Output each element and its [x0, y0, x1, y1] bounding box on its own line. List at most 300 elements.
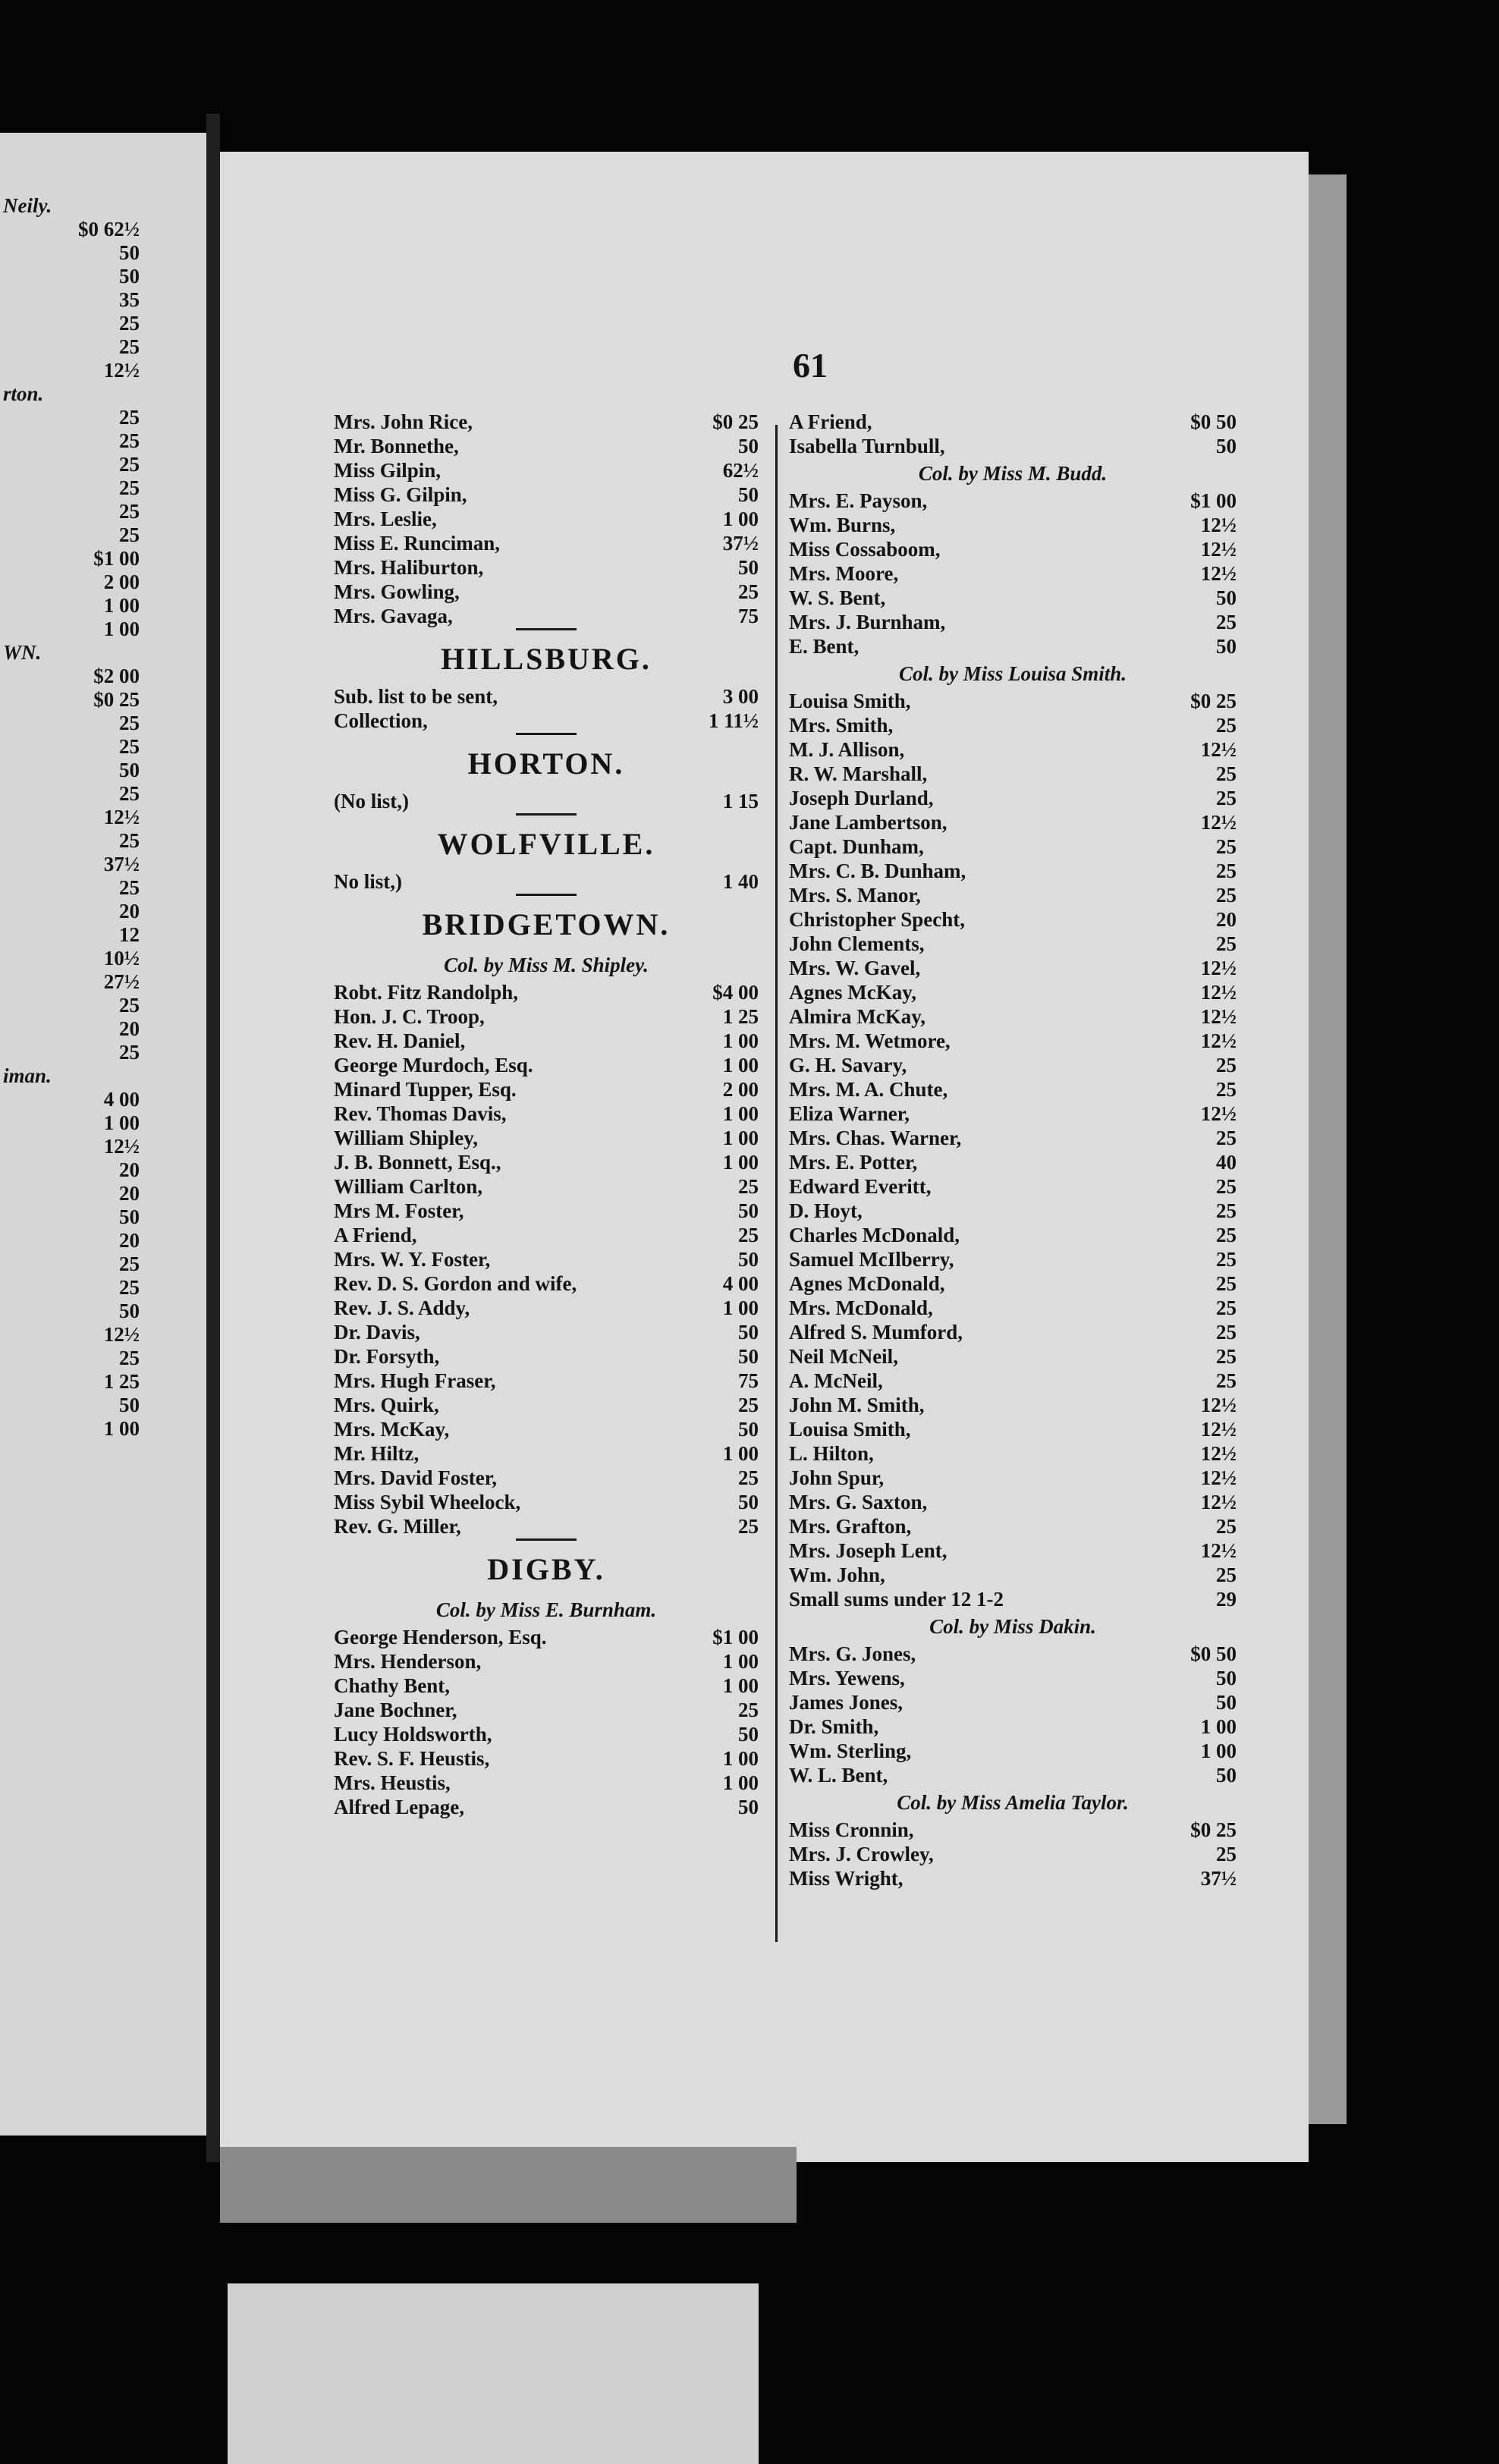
entry-name: William Shipley, [334, 1127, 479, 1149]
list-entry [789, 834, 1237, 859]
fragment-line [0, 1205, 206, 1229]
entry-amount: 25 [1216, 1248, 1237, 1271]
list-entry [789, 513, 1237, 537]
list-entry [789, 1642, 1237, 1666]
fragment-amount: 25 [119, 523, 140, 546]
list-entry [334, 1746, 759, 1771]
fragment-line [0, 217, 206, 241]
entry-name: Rev. G. Miller, [334, 1515, 461, 1538]
list-entry [789, 980, 1237, 1004]
list-entry [789, 1004, 1237, 1029]
fragment-amount: 25 [119, 1347, 140, 1369]
entry-amount: 3 00 [722, 685, 759, 708]
list-entry [789, 1538, 1237, 1563]
fragment-line [0, 1017, 206, 1041]
entry-amount: 12½ [1200, 1491, 1237, 1513]
list-entry [789, 1417, 1237, 1441]
entry-amount: 1 00 [722, 1054, 759, 1076]
entry-amount: 1 00 [722, 1674, 759, 1697]
list-entry [789, 1223, 1237, 1247]
list-entry [334, 1674, 759, 1698]
list-entry [334, 1625, 759, 1649]
entry-amount: 25 [738, 1175, 759, 1198]
list-entry [789, 1199, 1237, 1223]
entry-name: Eliza Warner, [789, 1102, 910, 1125]
collector-line: Col. by Miss Dakin. [929, 1615, 1096, 1638]
entry-name: Wm. Burns, [789, 514, 896, 536]
entry-amount: 1 11½ [708, 709, 759, 732]
fragment-line [0, 664, 206, 688]
entry-amount: 25 [1216, 1054, 1237, 1076]
list-entry [334, 555, 759, 580]
fragment-amount: $0 62½ [78, 218, 140, 240]
fragment-line [0, 1346, 206, 1370]
list-entry [789, 1174, 1237, 1199]
entry-name: Wm. Sterling, [789, 1740, 912, 1762]
list-entry [334, 1029, 759, 1053]
list-entry [789, 1102, 1237, 1126]
left-column [334, 410, 759, 1819]
fragment-amount: 20 [119, 900, 140, 922]
entry-amount: 50 [1216, 1691, 1237, 1714]
entry-name: Jane Lambertson, [789, 811, 947, 834]
entry-amount: 25 [1216, 932, 1237, 955]
fragment-line [0, 828, 206, 853]
list-entry [334, 1174, 759, 1199]
entry-name: Mrs. Smith, [789, 714, 894, 737]
entry-amount: $0 25 [1190, 690, 1237, 712]
list-entry [334, 1271, 759, 1296]
list-entry [789, 1247, 1237, 1271]
list-entry [334, 1771, 759, 1795]
list-entry [334, 434, 759, 458]
list-entry [789, 1150, 1237, 1174]
list-entry [334, 507, 759, 531]
entry-name: Dr. Smith, [789, 1715, 879, 1738]
list-entry [334, 580, 759, 604]
entry-amount: 50 [738, 1796, 759, 1818]
collector-line: Col. by Miss Louisa Smith. [898, 662, 1127, 685]
fragment-amount: 25 [119, 712, 140, 734]
entry-amount: 25 [738, 1466, 759, 1489]
entry-name: Miss Wright, [789, 1867, 903, 1890]
entry-name: Sub. list to be sent, [334, 685, 498, 708]
list-entry [789, 1271, 1237, 1296]
entry-amount: 25 [1216, 1843, 1237, 1865]
collector-line: Col. by Miss E. Burnham. [435, 1598, 657, 1621]
list-entry [334, 684, 759, 709]
list-entry [789, 434, 1237, 458]
entry-name: John M. Smith, [789, 1394, 925, 1416]
entry-name: Mrs. Gavaga, [334, 605, 453, 627]
list-entry [334, 1417, 759, 1441]
list-entry [789, 1126, 1237, 1150]
entry-amount: 25 [1216, 884, 1237, 907]
entry-amount: 50 [738, 1345, 759, 1368]
entry-amount: 1 25 [722, 1005, 759, 1028]
top-list [334, 410, 759, 628]
list-entry [334, 1466, 759, 1490]
entry-amount: 25 [1216, 1345, 1237, 1368]
fragment-amount: 12 [119, 923, 140, 946]
entry-name: Wm. John, [789, 1564, 885, 1586]
entry-amount: 25 [738, 1224, 759, 1246]
fragment-amount: 25 [119, 782, 140, 805]
entry-name: Mrs. Yewens, [789, 1667, 905, 1689]
list-entry [789, 1320, 1237, 1344]
section-heading: HORTON. [467, 746, 625, 781]
fragment-line [0, 1322, 206, 1347]
fragment-amount: 50 [119, 265, 140, 288]
entry-name: Mrs. Leslie, [334, 508, 437, 530]
fragment-amount: $1 00 [93, 547, 140, 570]
fragment-line [0, 687, 206, 712]
list-entry [789, 1563, 1237, 1587]
fragment-amount: 25 [119, 406, 140, 429]
entry-name: Mrs M. Foster, [334, 1199, 464, 1222]
entry-amount: 37½ [1200, 1867, 1237, 1890]
entry-amount: 50 [738, 1418, 759, 1441]
entry-amount: 25 [1216, 1564, 1237, 1586]
entry-name: Miss E. Runciman, [334, 532, 501, 555]
list-entry [334, 1150, 759, 1174]
list-entry [789, 786, 1237, 810]
entry-name: Small sums under 12 1-2 [789, 1588, 1004, 1611]
collector-line: Col. by Miss M. Shipley. [444, 954, 649, 976]
entry-name: Capt. Dunham, [789, 835, 924, 858]
entry-amount: 12½ [1200, 514, 1237, 536]
section-digby [334, 1538, 759, 1595]
fragment-amount: 1 00 [103, 1111, 140, 1134]
fragment-line [0, 523, 206, 547]
entry-amount: 12½ [1200, 1102, 1237, 1125]
fragment-line [0, 1252, 206, 1276]
section-heading: BRIDGETOWN. [422, 907, 671, 941]
fragment-line [0, 1040, 206, 1064]
entry-name: Mrs. Quirk, [334, 1394, 439, 1416]
entry-amount: 1 00 [722, 1029, 759, 1052]
entry-amount: 1 00 [722, 1102, 759, 1125]
list-entry [789, 610, 1237, 634]
entry-amount: 25 [1216, 1078, 1237, 1101]
dakin-list [789, 1642, 1237, 1787]
list-entry [789, 859, 1237, 883]
bottom-slip [228, 2283, 759, 2464]
fragment-line [0, 1064, 206, 1088]
fragment-amount: 25 [119, 1276, 140, 1299]
list-entry [334, 1490, 759, 1514]
fragment-amount: 4 00 [103, 1088, 140, 1111]
fragment-line [0, 711, 206, 735]
fragment-amount: 12½ [103, 806, 140, 828]
horton-list [334, 789, 759, 813]
entry-name: R. W. Marshall, [789, 762, 928, 785]
entry-name: (No list,) [334, 790, 409, 812]
entry-name: Mrs. David Foster, [334, 1466, 497, 1489]
fragment-line [0, 264, 206, 288]
fragment-line [0, 452, 206, 476]
entry-amount: 1 00 [1200, 1740, 1237, 1762]
fragment-amount: 1 25 [103, 1370, 140, 1393]
entry-amount: 50 [738, 556, 759, 579]
list-entry [789, 586, 1237, 610]
fragment-text: WN. [3, 641, 42, 664]
entry-amount: 50 [1216, 435, 1237, 457]
fragment-line [0, 335, 206, 359]
fragment-line [0, 1275, 206, 1300]
entry-amount: 12½ [1200, 1418, 1237, 1441]
entry-amount: 25 [738, 1515, 759, 1538]
entry-name: Mr. Bonnethe, [334, 435, 459, 457]
entry-amount: 50 [1216, 635, 1237, 658]
list-entry [334, 604, 759, 628]
fragment-line [0, 1416, 206, 1441]
column-divider [775, 425, 778, 1942]
entry-name: Neil McNeil, [789, 1345, 898, 1368]
fragment-amount: 12½ [103, 1323, 140, 1346]
entry-name: E. Bent, [789, 635, 859, 658]
entry-amount: 25 [1216, 1272, 1237, 1295]
entry-amount: 25 [1216, 1515, 1237, 1538]
entry-name: Robt. Fitz Randolph, [334, 981, 519, 1004]
list-entry [789, 762, 1237, 786]
entry-amount: 40 [1216, 1151, 1237, 1174]
list-entry [789, 713, 1237, 737]
fragment-line [0, 476, 206, 500]
fragment-amount: 25 [119, 735, 140, 758]
fragment-line [0, 852, 206, 876]
entry-name: Chathy Bent, [334, 1674, 451, 1697]
fragment-line [0, 288, 206, 312]
fragment-line [0, 593, 206, 618]
entry-amount: 50 [1216, 586, 1237, 609]
fragment-amount: 50 [119, 759, 140, 781]
fragment-line [0, 1228, 206, 1252]
fragment-line [0, 734, 206, 759]
entry-amount: 1 00 [722, 508, 759, 530]
entry-name: No list,) [334, 870, 402, 893]
entry-amount: 25 [738, 580, 759, 603]
fragment-line [0, 499, 206, 523]
entry-amount: 1 00 [722, 1296, 759, 1319]
entry-name: Mrs. McKay, [334, 1418, 450, 1441]
fragment-amount: 25 [119, 1252, 140, 1275]
fragment-amount: 1 00 [103, 618, 140, 640]
fragment-amount: 12½ [103, 1135, 140, 1158]
entry-amount: 1 00 [722, 1771, 759, 1794]
entry-amount: 50 [738, 1199, 759, 1222]
list-entry [334, 1393, 759, 1417]
bottom-tab [220, 2147, 797, 2223]
fragment-line [0, 1393, 206, 1417]
fragment-amount: 50 [119, 241, 140, 264]
entry-amount: 50 [738, 1321, 759, 1344]
fragment-amount: 35 [119, 288, 140, 311]
fragment-text: rton. [3, 382, 44, 405]
section-hillsburg [334, 628, 759, 684]
section-horton [334, 733, 759, 789]
list-entry [789, 489, 1237, 513]
fragment-amount: 25 [119, 335, 140, 358]
fragment-line [0, 758, 206, 782]
fragment-line [0, 405, 206, 429]
entry-name: Collection, [334, 709, 428, 732]
entry-name: Isabella Turnbull, [789, 435, 945, 457]
list-entry [334, 482, 759, 507]
list-entry [334, 1344, 759, 1369]
page-edge [1309, 174, 1347, 2124]
entry-amount: 50 [738, 483, 759, 506]
entry-amount: 75 [738, 605, 759, 627]
entry-name: Mrs. G. Jones, [789, 1642, 916, 1665]
entry-amount: 25 [1216, 611, 1237, 633]
section-bridgetown [334, 894, 759, 950]
fragment-line [0, 617, 206, 641]
list-entry [789, 810, 1237, 834]
entry-name: Charles McDonald, [789, 1224, 960, 1246]
list-entry [334, 789, 759, 813]
fragment-line [0, 640, 206, 665]
list-entry [334, 1102, 759, 1126]
entry-name: M. J. Allison, [789, 738, 905, 761]
fragment-line [0, 311, 206, 335]
fragment-amount: 25 [119, 994, 140, 1017]
entry-name: Jane Bochner, [334, 1699, 457, 1721]
entry-amount: 25 [1216, 1175, 1237, 1198]
entry-name: Edward Everitt, [789, 1175, 932, 1198]
list-entry [789, 907, 1237, 932]
entry-name: Mrs. Chas. Warner, [789, 1127, 962, 1149]
list-entry [334, 1223, 759, 1247]
entry-name: A Friend, [789, 410, 872, 433]
fragment-amount: 20 [119, 1182, 140, 1205]
entry-amount: 12½ [1200, 738, 1237, 761]
fragment-amount: 27½ [103, 970, 140, 993]
entry-name: Alfred S. Mumford, [789, 1321, 963, 1344]
entry-amount: 25 [1216, 787, 1237, 809]
fragment-amount: $0 25 [93, 688, 140, 711]
entry-name: L. Hilton, [789, 1442, 874, 1465]
list-entry [789, 410, 1237, 434]
entry-amount: 12½ [1200, 811, 1237, 834]
fragment-amount: 25 [119, 500, 140, 523]
list-entry [789, 1296, 1237, 1320]
entry-amount: 12½ [1200, 1466, 1237, 1489]
entry-name: J. B. Bonnett, Esq., [334, 1151, 501, 1174]
entry-name: W. S. Bent, [789, 586, 886, 609]
list-entry [789, 537, 1237, 561]
fragment-amount: 20 [119, 1158, 140, 1181]
digby-list [334, 1625, 759, 1819]
entry-amount: 1 00 [722, 1127, 759, 1149]
entry-amount: 1 15 [722, 790, 759, 812]
list-entry [334, 1053, 759, 1077]
entry-name: A Friend, [334, 1224, 417, 1246]
entry-name: Mrs. M. Wetmore, [789, 1029, 951, 1052]
entry-amount: $0 50 [1190, 1642, 1237, 1665]
entry-amount: 12½ [1200, 562, 1237, 585]
list-entry [789, 1818, 1237, 1842]
entry-amount: 1 40 [722, 870, 759, 893]
entry-name: Rev. Thomas Davis, [334, 1102, 507, 1125]
fragment-line [0, 358, 206, 382]
section-heading: WOLFVILLE. [437, 827, 655, 861]
louisa-list [789, 689, 1237, 1611]
right-column [789, 410, 1237, 1890]
fragment-amount: 25 [119, 876, 140, 899]
entry-name: Rev. J. S. Addy, [334, 1296, 470, 1319]
entry-name: Miss Cossaboom, [789, 538, 941, 561]
entry-name: Agnes McKay, [789, 981, 916, 1004]
fragment-amount: 25 [119, 829, 140, 852]
budd-list [789, 489, 1237, 658]
entry-name: Rev. S. F. Heustis, [334, 1747, 490, 1770]
entry-amount: 25 [1216, 1199, 1237, 1222]
list-entry [334, 1649, 759, 1674]
fragment-amount: 50 [119, 1300, 140, 1322]
entry-amount: 1 00 [722, 1442, 759, 1465]
list-entry [334, 1795, 759, 1819]
list-entry [789, 1514, 1237, 1538]
entry-amount: 20 [1216, 908, 1237, 931]
list-entry [334, 1722, 759, 1746]
entry-amount: 25 [1216, 860, 1237, 882]
entry-name: Samuel McIlberry, [789, 1248, 954, 1271]
entry-amount: $1 00 [712, 1626, 759, 1648]
list-entry [334, 1698, 759, 1722]
entry-name: Almira McKay, [789, 1005, 925, 1028]
entry-name: D. Hoyt, [789, 1199, 863, 1222]
entry-name: Lucy Holdsworth, [334, 1723, 492, 1746]
entry-name: Mrs. Hugh Fraser, [334, 1369, 496, 1392]
entry-name: Mrs. J. Burnham, [789, 611, 946, 633]
list-entry [334, 1369, 759, 1393]
entry-amount: $4 00 [712, 981, 759, 1004]
fragment-line [0, 382, 206, 406]
entry-name: Joseph Durland, [789, 787, 934, 809]
list-entry [334, 1004, 759, 1029]
entry-name: W. L. Bent, [789, 1764, 888, 1787]
entry-name: Mr. Hiltz, [334, 1442, 420, 1465]
entry-amount: 4 00 [722, 1272, 759, 1295]
fragment-line [0, 1111, 206, 1135]
entry-amount: 25 [1216, 1127, 1237, 1149]
entry-amount: 62½ [722, 459, 759, 482]
fragment-line [0, 875, 206, 900]
fragment-line [0, 1369, 206, 1394]
list-entry [789, 561, 1237, 586]
entry-amount: 29 [1216, 1588, 1237, 1611]
list-entry [334, 410, 759, 434]
fragment-line [0, 781, 206, 806]
entry-amount: $0 50 [1190, 410, 1237, 433]
fragment-line [0, 946, 206, 970]
entry-name: Mrs. Grafton, [789, 1515, 912, 1538]
entry-amount: $1 00 [1190, 489, 1237, 512]
entry-name: Mrs. E. Payson, [789, 489, 928, 512]
fragment-amount: 20 [119, 1229, 140, 1252]
list-entry [334, 1126, 759, 1150]
fragment-amount: 1 00 [103, 1417, 140, 1440]
entry-amount: 1 00 [722, 1650, 759, 1673]
entry-name: Mrs. E. Potter, [789, 1151, 918, 1174]
fragment-line [0, 922, 206, 947]
entry-amount: $0 25 [1190, 1818, 1237, 1841]
collector-line: Col. by Miss M. Budd. [918, 462, 1108, 485]
fragment-amount: 12½ [103, 359, 140, 382]
list-entry [789, 1666, 1237, 1690]
list-entry [789, 932, 1237, 956]
